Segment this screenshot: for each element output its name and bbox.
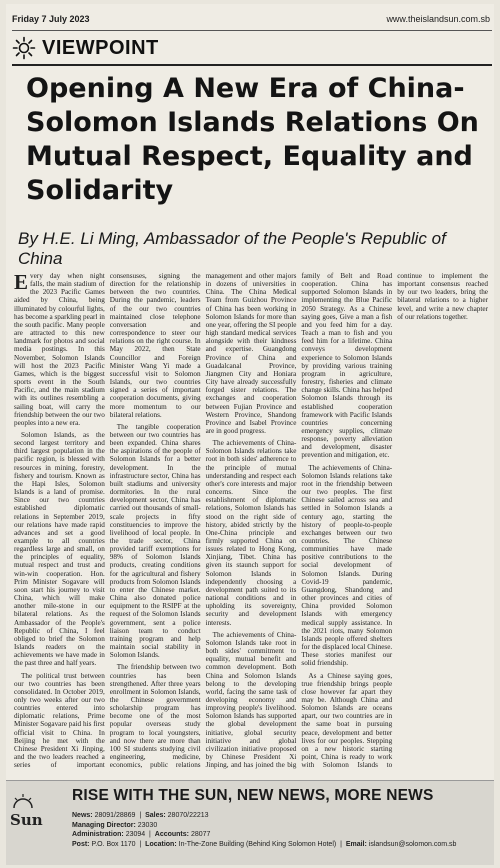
article-paragraph: Solomon Islands, as the second largest territory and third largest population in the pacific region, is blessed with resources in mining, forestry, fishery and tourism. Known as the Hapi Isles, Solomon Islands is a land of promise. Since our two countries established diplomatic relations in September 2019, our relations have made rapid advances and set a good example to all countries regardless large and small, on the principles of equality, mutual respect and trust and win-win cooperation. Hon. Prim Minister Sogavare will soon start his journey to visit China, which will make another mile-stone in our bilateral relations. As the Ambassador of the People's Republic of China, I feel obliged to brief the Solomon Islands readers on the achievements we have made in the past three and half years. bbox=[14, 430, 105, 668]
phone-line-2: Managing Director: 23030 bbox=[72, 821, 158, 829]
address-line: Post: P.O. Box 1170 | Location: In-The-Zone Building (Behind King Solomon Hotel) | Email: islandsun@solomon.com.sb bbox=[72, 840, 457, 848]
article-paragraph: The achievements of China-Solomon Islands relations take root in both sides' adherence to the principle of mutual understanding and respect each other's core interests and major concerns. Since the establishment of diplomatic relations, Solomon Islands has stood on the right side of history, abided strictly by the One-China principle and firmly supported China on issues related to Hong Kong, Xinjiang, Tibet. China has given its staunch support for Solomon Islands in independently choosing a development path suited to its national conditions and in upholding its sovereignty, security and development interests. bbox=[205, 439, 297, 627]
article-paragraph: As a Chinese saying goes, true friendship brings people close however far apart they may be. Although China and Solomon Islands are oceans apart, our two countries are in the same boat in pursuing peace, development and better lives for our peoples. Stepping on a new historic starting point, China is ready to work with Solomon Islands to continue to implement the important consensus reached by our two leaders, bring the bilateral relations to a higher level, and write a new chapter of our relations together. bbox=[301, 272, 488, 770]
article-body bbox=[14, 272, 488, 772]
newspaper-logo: Sun bbox=[10, 811, 43, 829]
page-header bbox=[6, 4, 494, 30]
phone-line-1: News: 28091/28869 | Sales: 28070/22213 bbox=[72, 812, 209, 819]
website-url: www.theislandsun.com.sb bbox=[386, 14, 490, 24]
article-byline: By H.E. Li Ming, Ambassador of the People's Republic of China bbox=[18, 229, 446, 268]
article-paragraph: Every day when night falls, the main stadium of the 2023 Pacific Games aided by China, being illuminated by colourful lights, has become a sparkling pearl in the south pacific. Many people are attracted to this new landmark for photos and social media postings. In this November, Solomon Islands will host the 2023 Pacific Games, which is the biggest sports event in the South Pacific, and the main stadium with its outlines resembling a sailing boat, will carry the friendship between the our two peoples into a new era. bbox=[14, 272, 105, 427]
article-headline: Opening A New Era of China-Solomon Islands Relations On Mutual Respect, Equality and Solidarity bbox=[26, 73, 479, 206]
article-paragraph: The tangible cooperation between our two countries has been expanded. China shares the aspirations of the people of Solomon Islands for a better development. In the infrastructure sector, China has built stadiums and university dormitories. In the rural development sector, China has carried out thousands of small-scale projects in fifty constituencies to improve the livelihood of local people. In the trade sector, China provided tariff exemptions for 98% of Solomon Islands products, creating conditions for the agricultural and fishery products from Solomon Islands to enter the Chinese market. China also donated police equipment to the RSIPF at the request of the Solomon Islands government, sent a police liaison team to conduct training program and help maintain social stability in Solomon Islands. bbox=[109, 422, 201, 660]
section-heading bbox=[12, 34, 492, 62]
article-paragraph: The achievements of China-Solomon Islands relations take root in the friendship between our two peoples. The first Chinese sailed across sea and settled in Solomon Islands a century ago, starting the history of people-to-people exchanges between our two countries. The Chinese communities have made positive contributions to the social development of Solomon Islands. During Covid-19 pandemic, Guangdong, Shandong and other provinces and cities of China provided Solomon Islands with emergency medical supply assistance. In the 2021 riots, many Solomon Islands people offered shelters for the displaced local Chinese. These stories manifest our solid friendship. bbox=[301, 463, 393, 668]
sun-logo-icon bbox=[12, 793, 34, 809]
header-divider bbox=[12, 30, 492, 31]
masthead-footer bbox=[6, 780, 494, 865]
phone-line-3: Administration: 23094 | Accounts: 28077 bbox=[72, 831, 211, 838]
article-paragraph: The political trust between our two countries has been consolidated. In October 2019, only two weeks after our two countries entered into diplomatic relations, Prime Minister Sogavare paid his first official visit to China. In Beijing he met with the Chinese President Xi Jinping, and the two leaders reached a series of important consensuses, signing the direction for the relationship between the two countries. During the pandemic, leaders of the our two countries maintained close telephone conversation and correspondence to steer our relations on the right course. In May 2022, then State Councillor and Foreign Minister Wang Yi made a successful visit to Solomon Islands, our two countries signed a series of important cooperation documents, giving more momentum to our bilateral relations. bbox=[14, 272, 201, 770]
footer-slogan: RISE WITH THE SUN, NEW NEWS, MORE NEWS bbox=[72, 787, 434, 804]
section-divider bbox=[12, 64, 492, 66]
sun-icon bbox=[12, 36, 36, 60]
article-paragraph: The achievements of China-Solomon Islands take root in both sides' commitment to equality, mutual benefit and common development. Both China and Solomon Islands belong to the developing world, facing the same task of developing economy and improving people's livelihood. Solomon Islands has supported the global development initiative, global security initiative and global civilization initiative proposed by Chinese President Xi Jinping, and has joined the big family of Belt and Road cooperation. China has supported Solomon Islands in implementing the Blue Pacific 2050 Strategy. As a Chinese saying goes, Give a man a fish and you feed him for a day. Teach a man to fish and you feed him for a lifetime. China conveys development experience to Solomon Islands by providing various training program in agriculture, forestry, fisheries and climate change skills. China has helped Solomon Islands through its established cooperation framework with Pacific Islands countries concerning emergency supplies, climate response, poverty alleviation and development, disaster prevention and mitigation, etc. bbox=[205, 272, 393, 770]
contact-info bbox=[72, 811, 490, 849]
drop-cap: E bbox=[14, 272, 29, 294]
newspaper-page bbox=[6, 4, 494, 864]
issue-date: Friday 7 July 2023 bbox=[12, 14, 90, 24]
section-label: VIEWPOINT bbox=[42, 37, 159, 59]
article-paragraph: The friendship between two countries has been strengthened. After three years enrollment in Solomon Islands, the Chinese government scholarship program has become one of the most popular overseas study program to local youngsters, and now there are more than 100 SI students studying civil engineering, medicine, economics, public relations management and other majors in dozens of universities in China. The China Medical Team from Guizhou Province of China has been working in Solomon Islands for more than one year, offering the SI people high standard medical services alongside with their kindness and expertise. Guangdong Province of China and Guadalcanal Province, Jiangmen City and Honiara City have already successfully forged sister relations. The exchanges and cooperation between Fujian Province and Western Province, Shandong Province and Isabel Province are in good progress. bbox=[109, 272, 297, 770]
